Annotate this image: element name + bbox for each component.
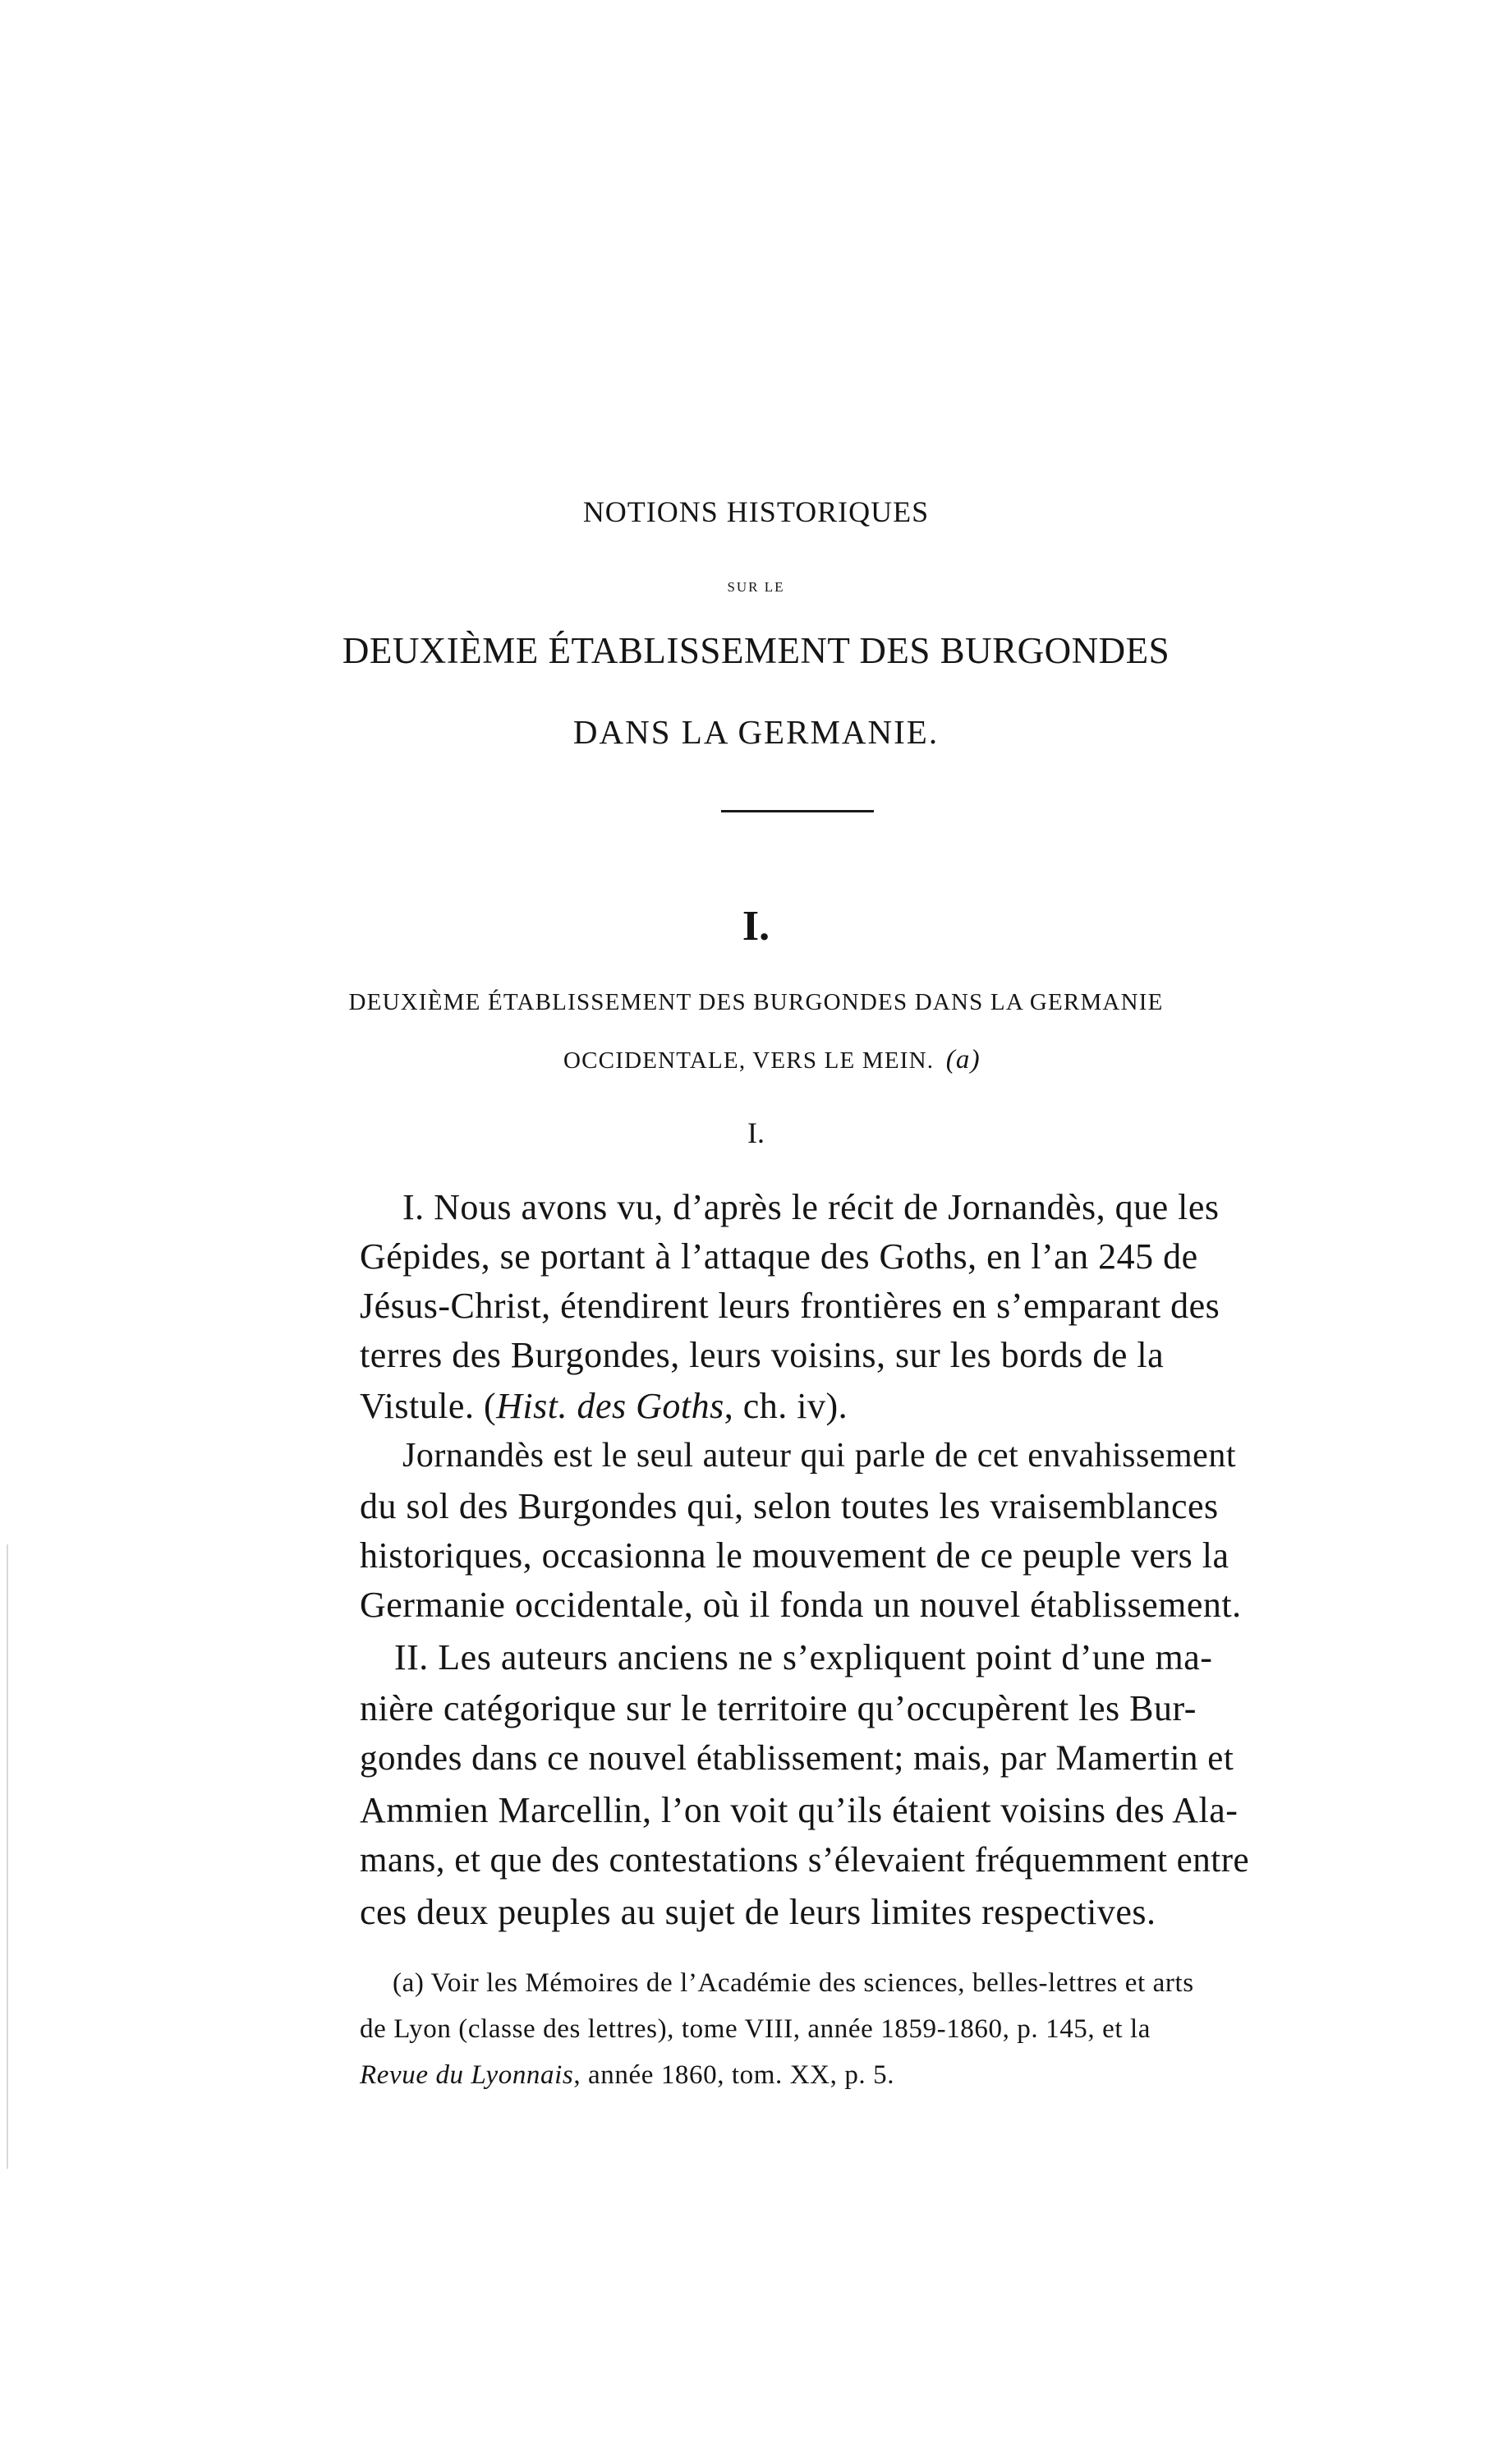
footnote-reference: (a) — [945, 1045, 981, 1075]
subtitle-heading: DEUXIÈME ÉTABLISSEMENT DES BURGONDES — [342, 630, 1170, 671]
footnote-journal-title: Revue du Lyonnais — [360, 2060, 574, 2090]
subtitle-heading-2: DANS LA GERMANIE. — [572, 713, 940, 751]
chapter-heading-text: OCCIDENTALE, VERS LE MEIN. — [563, 1047, 935, 1074]
footnote-line: de Lyon (classe des lettres), tome VIII, année 1859-1860, p. 145, et la — [360, 2014, 1151, 2044]
paragraph1-line: Gépides, se portant à l’attaque des Goths, en l’an 245 de — [360, 1236, 1198, 1277]
paragraph1-last-before: Vistule. ( — [360, 1386, 497, 1426]
paragraph1-line: Jésus-Christ, étendirent leurs frontières en s’emparant des — [360, 1286, 1220, 1326]
paragraph1-last-after: , ch. iv). — [724, 1386, 848, 1426]
paragraph2-line: Germanie occidentale, où il fonda un nouvel établissement. — [360, 1585, 1242, 1625]
footnote-line: (a) Voir les Mémoires de l’Académie des sciences, belles-lettres et arts — [393, 1968, 1194, 1998]
chapter-heading-line2 — [563, 1045, 981, 1075]
work-title: Hist. des Goths — [496, 1386, 724, 1426]
footnote-line3-rest: , année 1860, tom. XX, p. 5. — [573, 2060, 895, 2090]
chapter-number: I. — [742, 903, 770, 950]
chapter-heading-line1: DEUXIÈME ÉTABLISSEMENT DES BURGONDES DANS LA GERMANIE — [348, 989, 1164, 1015]
paragraph2-line: Jornandès est le seul auteur qui parle de cet envahissement — [402, 1437, 1236, 1475]
title-heading: NOTIONS HISTORIQUES — [582, 495, 930, 528]
paragraph3-line: ces deux peuples au sujet de leurs limites respectives. — [360, 1892, 1156, 1932]
scan-edge-mark — [7, 1544, 8, 2169]
paragraph3-line: nière catégorique sur le territoire qu’occupèrent les Bur- — [360, 1688, 1197, 1728]
paragraph1-line: I. Nous avons vu, d’après le récit de Jornandès, que les — [402, 1187, 1220, 1227]
paragraph3-line: II. Les auteurs anciens ne s’expliquent point d’une ma- — [394, 1637, 1213, 1677]
section-number: I. — [747, 1116, 765, 1149]
paragraph1-line: terres des Burgondes, leurs voisins, sur les bords de la — [360, 1335, 1165, 1375]
paragraph2-line: historiques, occasionna le mouvement de ce peuple vers la — [360, 1535, 1229, 1576]
footnote-line — [360, 2060, 894, 2091]
paragraph2-line: du sol des Burgondes qui, selon toutes les vraisemblances — [360, 1486, 1219, 1526]
paragraph3-line: mans, et que des contestations s’élevaient fréquemment entre — [360, 1841, 1250, 1880]
sur-le-label: SUR LE — [727, 579, 785, 595]
paragraph3-line: gondes dans ce nouvel établissement; mais, par Mamertin et — [360, 1739, 1234, 1778]
paragraph1-last-line — [360, 1385, 848, 1427]
title-rule — [721, 810, 874, 812]
paragraph3-line: Ammien Marcellin, l’on voit qu’ils étaient voisins des Ala- — [360, 1790, 1239, 1830]
